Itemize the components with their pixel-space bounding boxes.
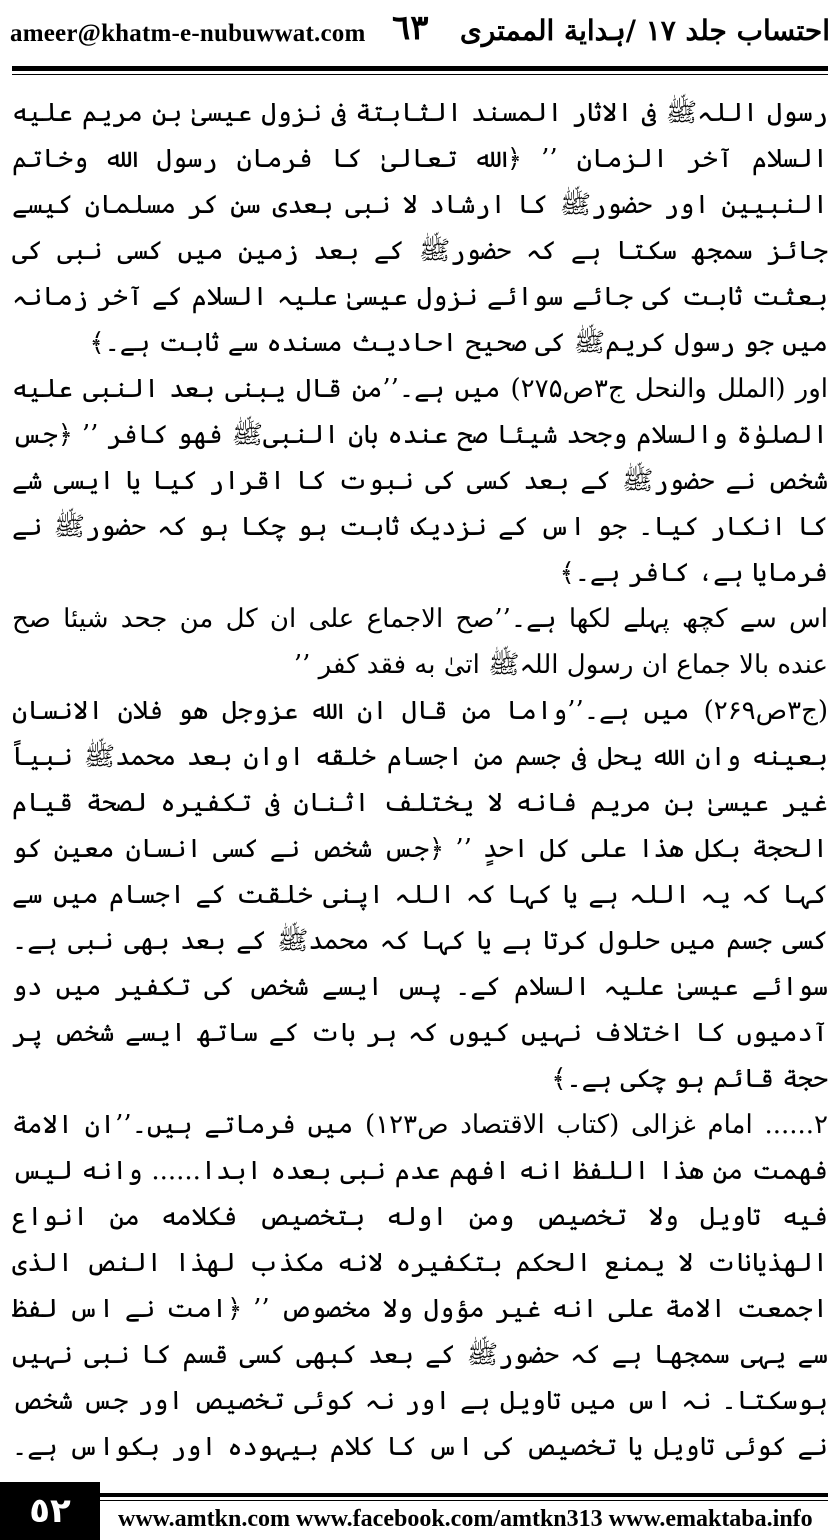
- header-email: ameer@khatm-e-nubuwwat.com: [10, 20, 366, 47]
- paragraph-4: (ج۳ص۲۶۹) میں ہے۔’’واما من قال ان الله عزوجل هو فلان الانسان بعینه وان الله یحل فی جسم من اجسام خلقه اوان بعد محمدﷺ نبیاً غیر عیسیٰ بن مریم فانه لا یختلف اثنان فی تکفیره لصحة قیام الحجة بکل هذا علی کل احدٍ ’’ ﴿جس شخص نے کسی انسان معین کو کہا کہ یہ اللہ ہے یا کہا کہ اللہ اپنی خلقت کے اجسام میں سے کسی جسم میں حلول کرتا ہے یا کہا کہ محمدﷺ کے بعد بھی نبی ہے۔ سوائے عیسیٰ علیہ السلام کے۔ پس ایسے شخص کی تکفیر میں دو آدمیوں کا اختلاف نہیں کیوں کہ ہر بات کے ساتھ ایسے شخص پر حجة قائم ہو چکی ہے۔﴾: [12, 696, 828, 1094]
- footer-rule-thin: [12, 1500, 828, 1501]
- footer-website-links[interactable]: www.amtkn.com www.facebook.com/amtkn313 www.emaktaba.info: [118, 1506, 813, 1532]
- header-rule-thin: [12, 74, 828, 75]
- paragraph-1: رسول اللہﷺ فی الاثار المسند الثابتة فی نزول عیسیٰ بن مریم علیه السلام آخر الزمان ’’ ﴿الله تعالیٰ کا فرمان رسول الله وخاتم النبیین اور حضورﷺ کا ارشاد لا نبی بعدی سن کر مسلمان کیسے جائز سمجھ سکتا ہے کہ حضورﷺ کے بعد زمین میں کسی نبی کی بعثت ثابت کی جائے سوائے نزول عیسیٰ علیہ السلام کے آخر زمانہ میں جو رسول کریمﷺ کی صحیح احادیث مسندہ سے ثابت ہے۔﴾: [12, 98, 828, 358]
- header-book-title: احتساب جلد ١٧ /ہدایة الممتری: [459, 14, 830, 47]
- page-body: [12, 90, 828, 1462]
- header-rule-thick: [12, 66, 828, 71]
- header-page-number: ٦٣: [392, 8, 429, 48]
- paragraph-3: اس سے کچھ پہلے لکھا ہے۔’’صح الاجماع علی ان کل من جحد شیئا صح عنده بالا جماع ان رسول اللہﷺ اتیٰ به فقد کفر ’’: [12, 604, 828, 680]
- paragraph-2: اور (الملل والنحل ج۳ص۲۷۵) میں ہے۔’’من قال یبنی بعد النبی علیه الصلوٰة والسلام وجحد شیئا صح عنده بان النبیﷺ فهو کافر ’’ ﴿جس شخص نے حضورﷺ کے بعد کسی کی نبوت کا اقرار کیا یا ایسی شے کا انکار کیا۔ جو اس کے نزدیک ثابت ہو چکا ہو کہ حضورﷺ نے فرمایا ہے، کافر ہے۔﴾: [12, 374, 828, 588]
- page-header: [0, 0, 840, 70]
- footer-page-number: ٥٢: [0, 1482, 100, 1540]
- paragraph-5: ۲...... امام غزالی (کتاب الاقتصاد ص۱۲۳) میں فرماتے ہیں۔’’ان الامة فهمت من هذا اللفظ انه افهم عدم نبی بعده ابدا...... وانه لیس فیه تاویل ولا تخصیص ومن اوله بتخصیص فکلامه من انواع الهذیانات لا یمنع الحکم بتکفیره لانه مکذب لهذا النص الذی اجمعت الامة علی انه غیر مؤول ولا مخصوص ’’ ﴿امت نے اس لفظ سے یہی سمجھا ہے کہ حضورﷺ کے بعد کبھی کسی قسم کا نبی نہیں ہوسکتا۔ نہ اس میں تاویل ہے اور نہ کوئی تخصیص اور جس شخص نے کوئی تاویل یا تخصیص کی اس کا کلام بیہودہ اور بکواس ہے۔: [12, 1110, 828, 1462]
- footer-rule-thick: [12, 1493, 828, 1497]
